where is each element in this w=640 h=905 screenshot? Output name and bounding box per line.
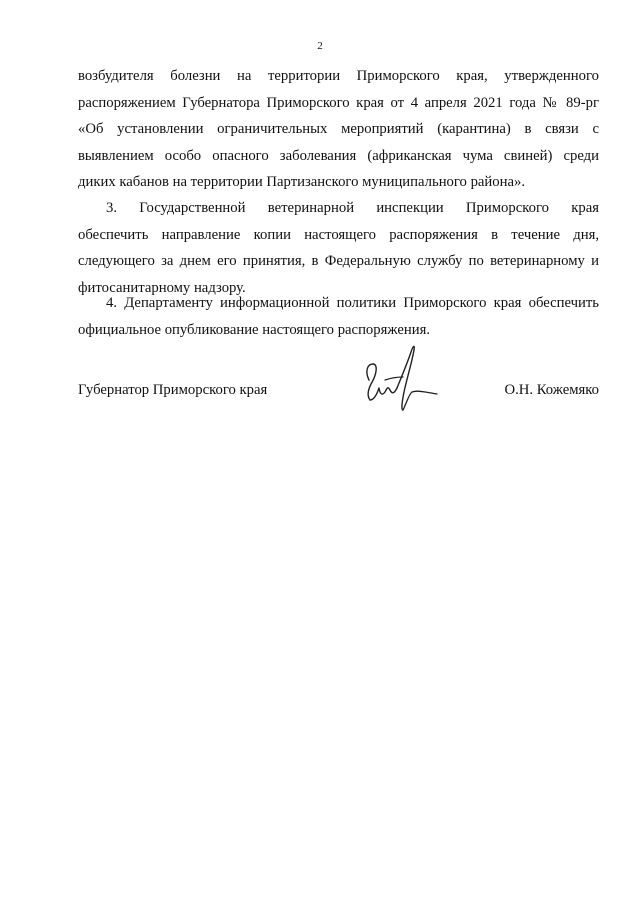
text-line: диких кабанов на территории Партизанского муниципального района». [78, 174, 526, 190]
text-line: 4. Департаменту информационной политики Приморского края обеспечить [106, 295, 599, 311]
signer-name: О.Н. Кожемяко [504, 382, 599, 398]
text-line: 3. Государственной ветеринарной инспекции Приморского края [106, 200, 599, 216]
text-line: официальное опубликование настоящего распоряжения. [78, 321, 430, 338]
text-line: фитосанитарному надзору. [78, 279, 246, 296]
text-line: выявлением особо опасного заболевания (африканская чума свиней) среди [78, 147, 599, 164]
text-line: «Об установлении ограничительных мероприятий (карантина) в связи с [78, 121, 599, 137]
paragraph-item-4 [78, 290, 599, 343]
text-line: возбудителя болезни на территории Приморского края, утвержденного [78, 68, 599, 84]
paragraph-quarantine-reference [78, 63, 599, 196]
page-number: 2 [317, 40, 323, 52]
paragraph-item-3 [78, 195, 599, 301]
text-line: распоряжением Губернатора Приморского края от 4 апреля 2021 года № 89-рг [78, 94, 599, 111]
signature-block [78, 377, 599, 403]
handwritten-signature [357, 342, 441, 414]
signer-position-title: Губернатор Приморского края [78, 382, 268, 398]
text-line: следующего за днем его принятия, в Федеральную службу по ветеринарному и [78, 253, 599, 269]
text-line: обеспечить направление копии настоящего распоряжения в течение дня, [78, 226, 599, 243]
